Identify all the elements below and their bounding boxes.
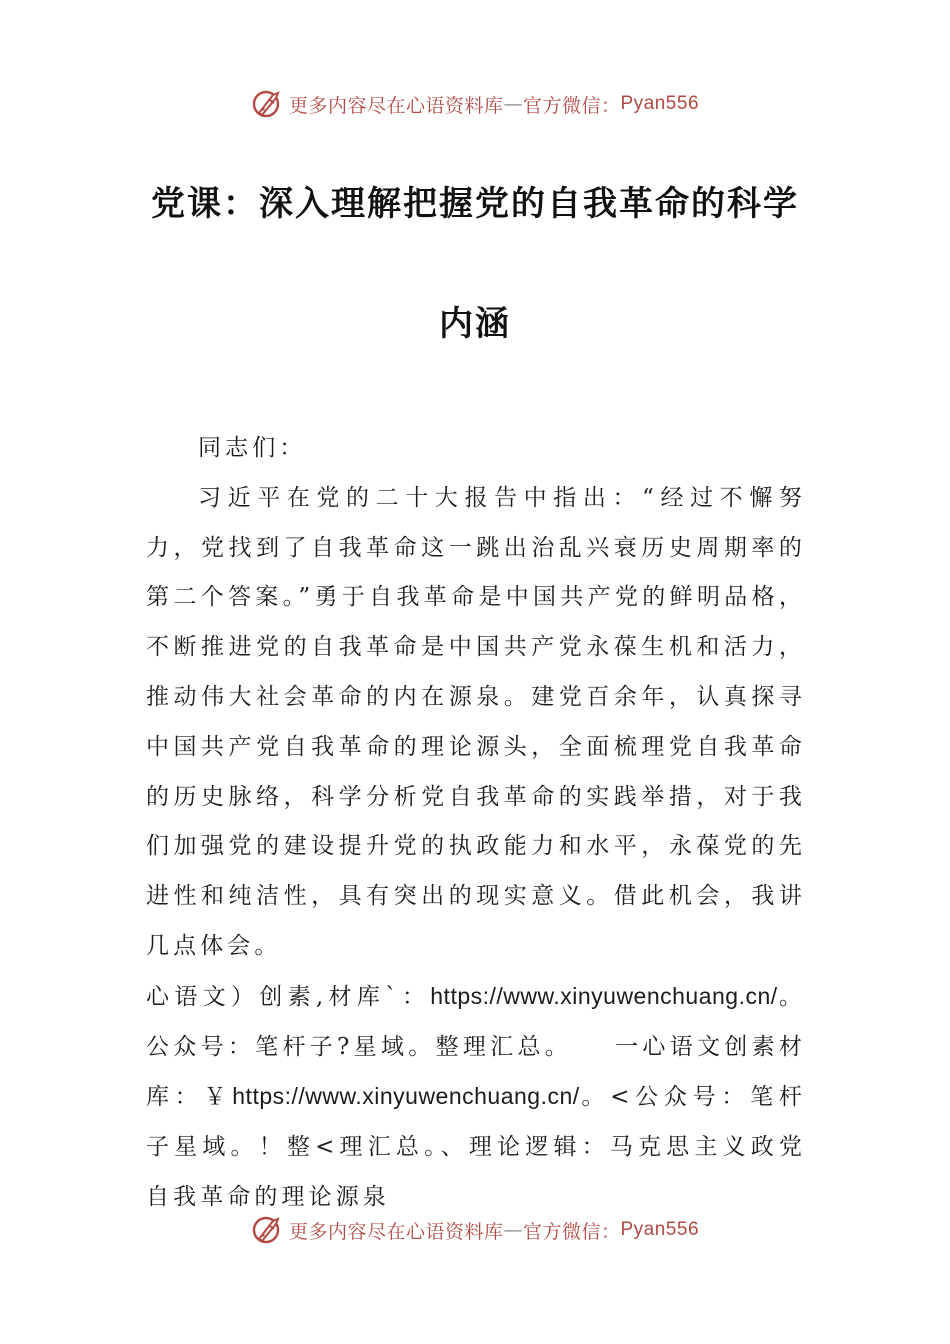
paragraph-2-part-c: 。<公众号：笔杆子星域。！整<理汇总。、理论逻辑：马克思主义政党自我革命的理论源泉 — [146, 1084, 806, 1210]
url-link-2[interactable]: https://www.xinyuwenchuang.cn/ — [232, 1083, 580, 1110]
paragraph-2 — [146, 972, 806, 1223]
watermark-footer — [0, 1210, 950, 1250]
watermark-dash: — — [503, 93, 523, 115]
pen-logo-icon — [251, 1213, 285, 1247]
watermark-header — [0, 84, 950, 124]
paragraph-1: 习近平在党的二十大报告中指出：“经过不懈努力，党找到了自我革命这一跳出治乱兴衰历史周期率的第二个答案。”勇于自我革命是中国共产党的鲜明品格，不断推进党的自我革命是中国共产党永葆生机和活力，推动伟大社会革命的内在源泉。建党百余年，认真探寻中国共产党自我革命的理论源头，全面梳理党自我革命的历史脉络，科学分析党自我革命的实践举措，对于我们加强党的建设提升党的执政能力和水平，永葆党的先进性和纯洁性，具有突出的现实意义。借此机会，我讲几点体会。 — [146, 484, 806, 959]
document-body — [146, 424, 806, 1223]
watermark-official-label: 官方微信： — [522, 1220, 621, 1243]
watermark-wechat-id: Pyan556 — [620, 1219, 700, 1240]
pen-logo-icon — [251, 87, 285, 121]
watermark-text: 更多内容尽在心语资料库 — [288, 1220, 504, 1243]
url-link-1[interactable]: https://www.xinyuwenchuang.cn/ — [430, 982, 778, 1009]
watermark-wechat-id: Pyan556 — [620, 93, 700, 114]
paragraph-2-part-a: 心语文）创素,材库`： — [146, 983, 431, 1010]
watermark-text: 更多内容尽在心语资料库 — [288, 94, 504, 117]
watermark-official-label: 官方微信： — [522, 94, 621, 117]
greeting: 同志们： — [198, 435, 307, 461]
document-title-line-2: 内涵 — [439, 304, 511, 344]
paragraph-2-part-b: 。公众号：笔杆子?星域。整理汇总。 一心语文创素材库：￥ — [146, 983, 806, 1111]
document-title-line-1: 党课：深入理解把握党的自我革命的科学 — [151, 184, 799, 224]
watermark-dash: — — [503, 1219, 523, 1241]
